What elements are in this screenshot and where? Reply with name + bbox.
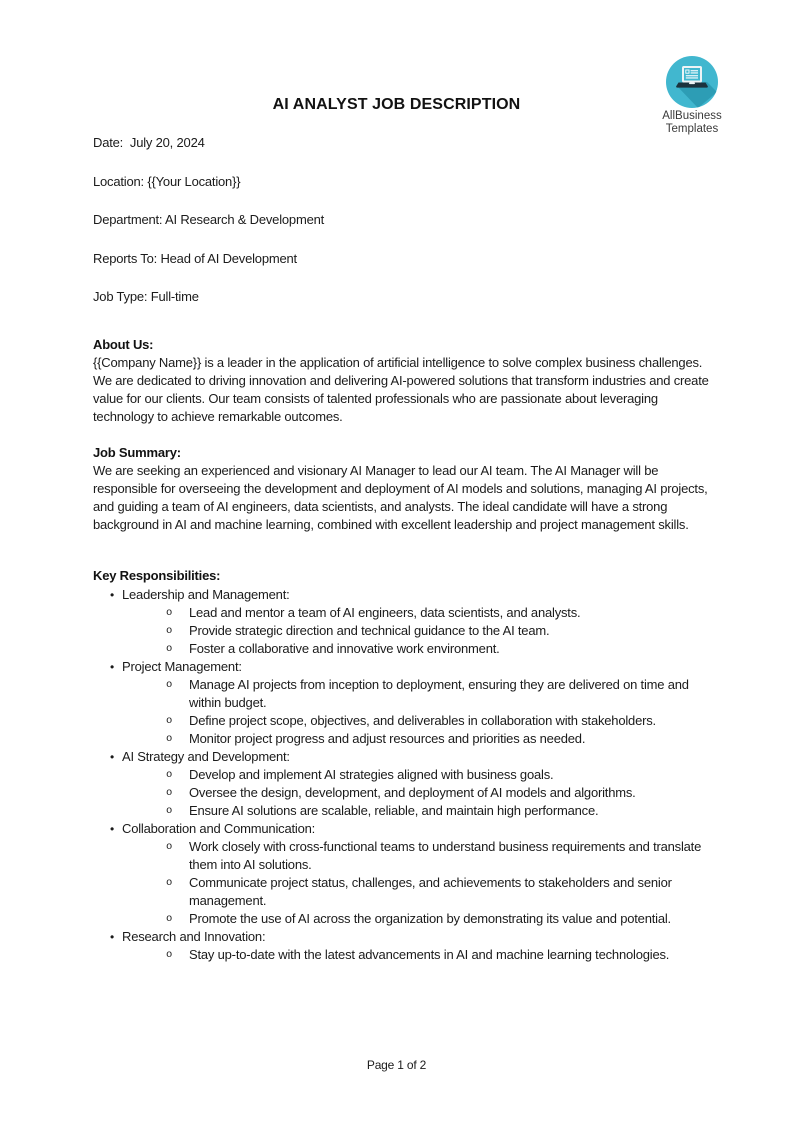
meta-line-date: Date: July 20, 2024 xyxy=(93,135,205,150)
sub-bullet-icon: o xyxy=(166,678,173,691)
sub-bullet-icon: o xyxy=(166,912,173,925)
list-item-label: Project Management: xyxy=(122,658,242,674)
sub-list-item xyxy=(93,910,721,928)
meta-line-reports-to: Reports To: Head of AI Development xyxy=(93,250,297,266)
sub-bullet-icon: o xyxy=(166,948,173,961)
sub-list-item-text: Develop and implement AI strategies aligned with business goals. xyxy=(189,766,554,782)
sub-list-item-text: Promote the use of AI across the organization by demonstrating its value and potential. xyxy=(189,910,671,926)
about-us-body: {{Company Name}} is a leader in the application of artificial intelligence to solve complex business challenges. We are dedicated to driving innovation and delivering AI-powered solutions that transform industries and create value for our clients. Our team consists of talented professionals who are passionate about leveraging technology to achieve remarkable outcomes. xyxy=(93,355,709,424)
sub-list-item-text: Oversee the design, development, and deployment of AI models and algorithms. xyxy=(189,784,636,800)
sub-list-item xyxy=(93,712,721,730)
list-item-label: Leadership and Management: xyxy=(122,586,290,602)
sub-list-item xyxy=(93,802,721,820)
sub-bullet-icon: o xyxy=(166,606,173,619)
bullet-icon: • xyxy=(110,749,115,764)
company-logo xyxy=(650,55,734,136)
sub-list-item xyxy=(93,640,721,658)
page-title: AI ANALYST JOB DESCRIPTION xyxy=(272,96,521,113)
sub-bullet-icon: o xyxy=(166,840,173,853)
list-item xyxy=(93,748,721,766)
sub-bullet-icon: o xyxy=(166,768,173,781)
sub-bullet-icon: o xyxy=(166,714,173,727)
laptop-icon xyxy=(665,55,719,109)
sub-bullet-icon: o xyxy=(166,804,173,817)
sub-list-item-text: Work closely with cross-functional teams to understand business requirements and translate them into AI solutions. xyxy=(189,838,702,872)
list-item-label: AI Strategy and Development: xyxy=(122,748,290,764)
page-number: Page 1 of 2 xyxy=(366,1058,427,1072)
sub-list-item-text: Communicate project status, challenges, and achievements to stakeholders and senior management. xyxy=(189,874,672,908)
sub-bullet-icon: o xyxy=(166,624,173,637)
sub-list-item-text: Provide strategic direction and technical guidance to the AI team. xyxy=(189,622,550,638)
job-summary-body: We are seeking an experienced and visionary AI Manager to lead our AI team. The AI Manager will be responsible for overseeing the development and deployment of AI models and solutions, managing AI projects, and guiding a team of AI engineers, data scientists, and analysts. The ideal candidate will have a strong background in AI and machine learning, combined with excellent leadership and project management skills. xyxy=(93,463,708,532)
sub-list-item xyxy=(93,676,721,712)
job-summary-heading: Job Summary: xyxy=(93,445,181,460)
logo-text-line1: AllBusiness xyxy=(662,110,722,122)
list-item xyxy=(93,658,721,676)
sub-list-item xyxy=(93,730,721,748)
bullet-icon: • xyxy=(110,659,115,674)
sub-list-item-text: Stay up-to-date with the latest advancements in AI and machine learning technologies. xyxy=(189,946,670,962)
sub-list-item xyxy=(93,838,721,874)
sub-list-item xyxy=(93,604,721,622)
sub-list-item xyxy=(93,622,721,640)
sub-bullet-icon: o xyxy=(166,876,173,889)
bullet-icon: • xyxy=(110,821,115,836)
sub-list-item-text: Define project scope, objectives, and deliverables in collaboration with stakeholders. xyxy=(189,712,656,728)
sub-list-item-text: Ensure AI solutions are scalable, reliable, and maintain high performance. xyxy=(189,802,599,818)
logo-text-line2: Templates xyxy=(665,123,719,135)
sub-list-item xyxy=(93,766,721,784)
bullet-icon: • xyxy=(110,929,115,944)
meta-line-job-type: Job Type: Full-time xyxy=(93,289,199,304)
section-key-responsibilities xyxy=(93,567,721,964)
meta-line-department: Department: AI Research & Development xyxy=(93,212,325,227)
sub-list-item xyxy=(93,874,721,910)
sub-list-item-text: Foster a collaborative and innovative work environment. xyxy=(189,640,500,656)
sub-list-item xyxy=(93,946,721,964)
sub-bullet-icon: o xyxy=(166,786,173,799)
list-item-label: Research and Innovation: xyxy=(122,928,266,944)
sub-list-item xyxy=(93,784,721,802)
sub-list-item-text: Monitor project progress and adjust resources and priorities as needed. xyxy=(189,730,586,746)
sub-bullet-icon: o xyxy=(166,732,173,745)
section-job-summary xyxy=(93,444,713,534)
list-item xyxy=(93,586,721,604)
responsibilities-list xyxy=(93,586,721,964)
list-item-label: Collaboration and Communication: xyxy=(122,820,316,836)
sub-list-item-text: Manage AI projects from inception to deployment, ensuring they are delivered on time and within budget. xyxy=(189,676,689,710)
section-about-us xyxy=(93,336,713,426)
sub-bullet-icon: o xyxy=(166,642,173,655)
list-item xyxy=(93,928,721,946)
sub-list-item-text: Lead and mentor a team of AI engineers, data scientists, and analysts. xyxy=(189,604,581,620)
about-us-heading: About Us: xyxy=(93,337,154,352)
key-responsibilities-heading: Key Responsibilities: xyxy=(93,568,221,583)
meta-fields xyxy=(93,134,713,327)
bullet-icon: • xyxy=(110,587,115,602)
list-item xyxy=(93,820,721,838)
meta-line-location: Location: {{Your Location}} xyxy=(93,173,241,189)
